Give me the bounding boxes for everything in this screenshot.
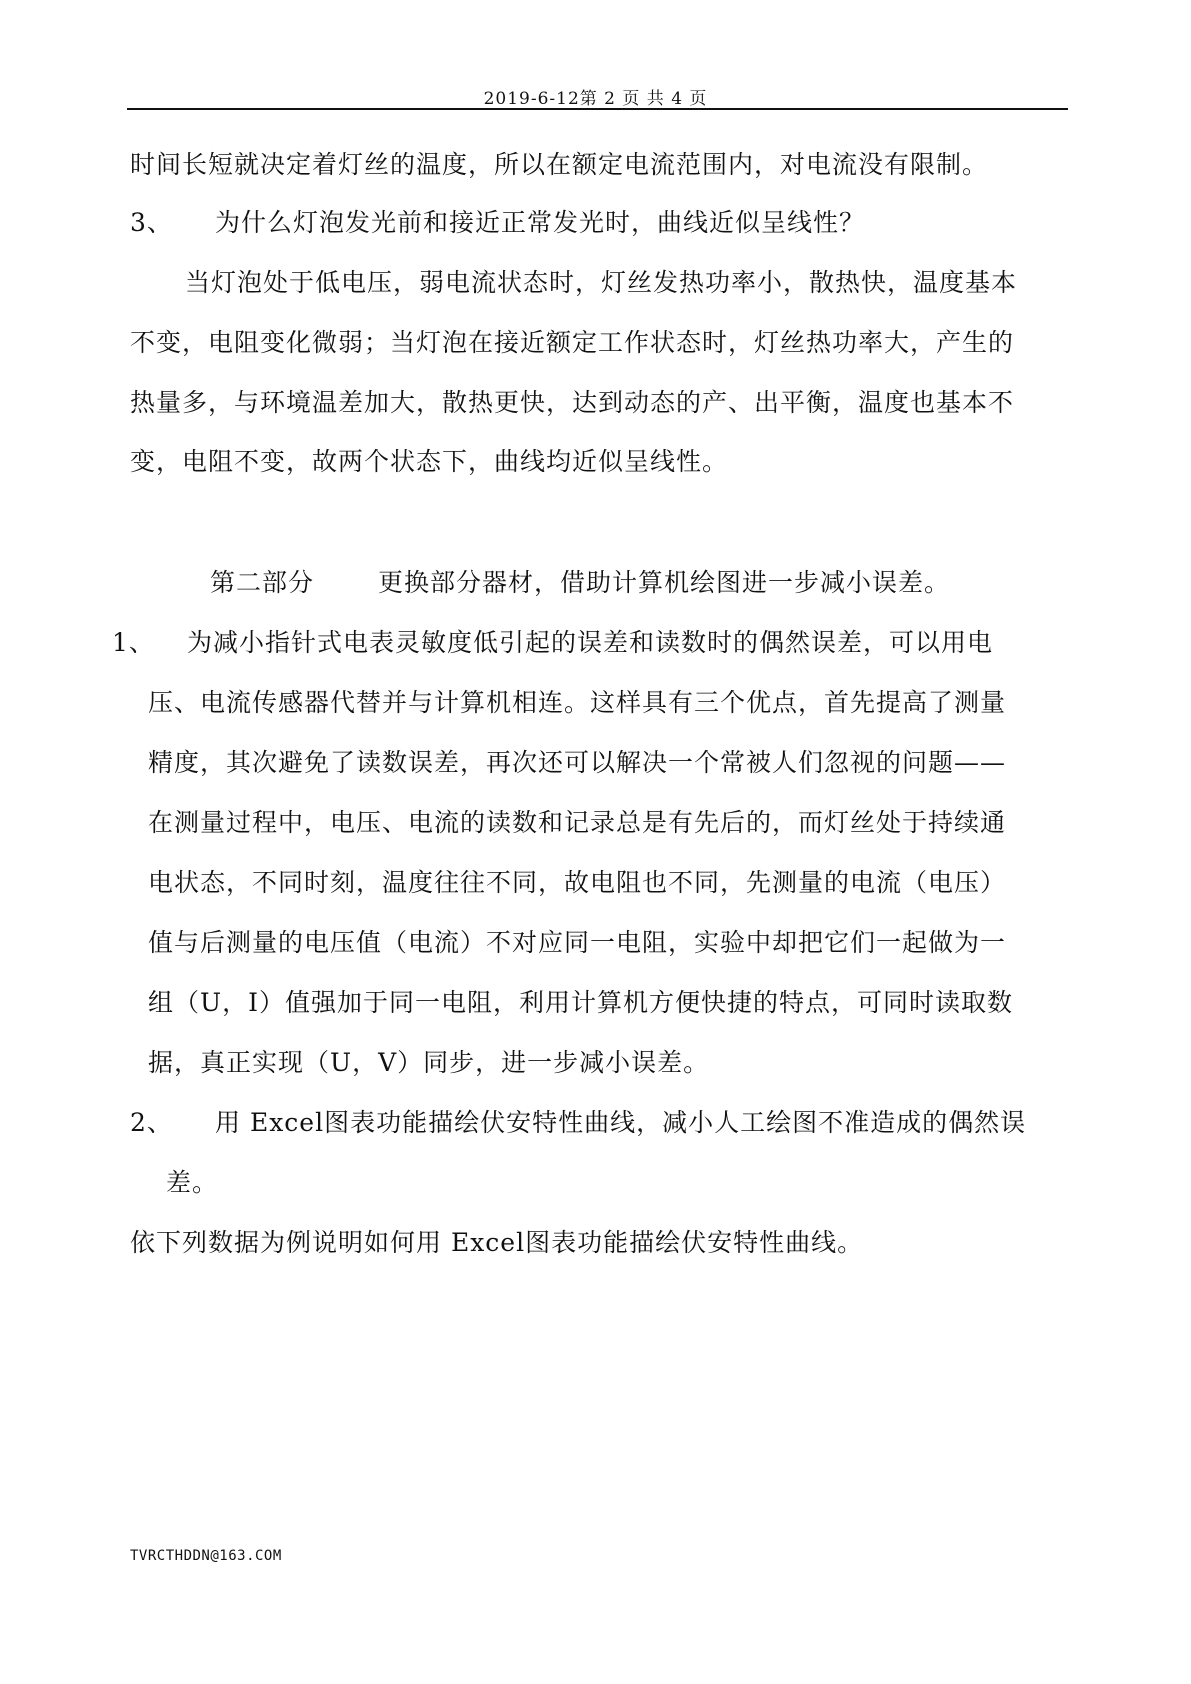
item-2-line-1: 用 Excel图表功能描绘伏安特性曲线，减小人工绘图不准造成的偶然误 (215, 1108, 1027, 1137)
item-1-line-8: 据，真正实现（U，V）同步，进一步减小误差。 (148, 1048, 710, 1077)
header-divider (127, 108, 1068, 110)
answer-3-line-3: 热量多，与环境温差加大，散热更快，达到动态的产、出平衡，温度也基本不 (130, 388, 1015, 417)
question-3-text: 为什么灯泡发光前和接近正常发光时，曲线近似呈线性？ (215, 208, 866, 237)
item-1-line-6: 值与后测量的电压值（电流）不对应同一电阻，实验中却把它们一起做为一 (148, 928, 1007, 957)
item-2-number: 2、 (130, 1108, 173, 1137)
item-1-line-2: 压、电流传感器代替并与计算机相连。这样具有三个优点，首先提高了测量 (148, 688, 1007, 717)
answer-3-line-1: 当灯泡处于低电压，弱电流状态时，灯丝发热功率小，散热快，温度基本 (185, 268, 1018, 297)
part-2-label: 第二部分 (210, 568, 315, 597)
item-1-line-5: 电状态，不同时刻，温度往往不同，故电阻也不同，先测量的电流（电压） (148, 868, 1007, 897)
item-1-number: 1、 (112, 628, 155, 657)
footer-email: TVRCTHDDN@163.COM (130, 1548, 282, 1564)
item-1-line-4: 在测量过程中，电压、电流的读数和记录总是有先后的，而灯丝处于持续通 (148, 808, 1007, 837)
answer-3-line-4: 变，电阻不变，故两个状态下，曲线均近似呈线性。 (130, 447, 729, 476)
closing-paragraph: 依下列数据为例说明如何用 Excel图表功能描绘伏安特性曲线。 (130, 1228, 864, 1257)
paragraph-line: 时间长短就决定着灯丝的温度，所以在额定电流范围内，对电流没有限制。 (130, 150, 989, 179)
item-1-line-1: 为减小指针式电表灵敏度低引起的误差和读数时的偶然误差，可以用电 (187, 628, 994, 657)
question-3-number: 3、 (130, 208, 173, 237)
part-2-title: 更换部分器材，借助计算机绘图进一步减小误差。 (378, 568, 951, 597)
item-1-line-3: 精度，其次避免了读数误差，再次还可以解决一个常被人们忽视的问题—— (148, 748, 1007, 777)
answer-3-line-2: 不变，电阻变化微弱；当灯泡在接近额定工作状态时，灯丝热功率大，产生的 (130, 328, 1015, 357)
item-2-line-2: 差。 (166, 1168, 219, 1197)
page-header: 2019-6-12第 2 页 共 4 页 (483, 89, 708, 109)
item-1-line-7: 组（U，I）值强加于同一电阻，利用计算机方便快捷的特点，可同时读取数 (148, 988, 1013, 1017)
